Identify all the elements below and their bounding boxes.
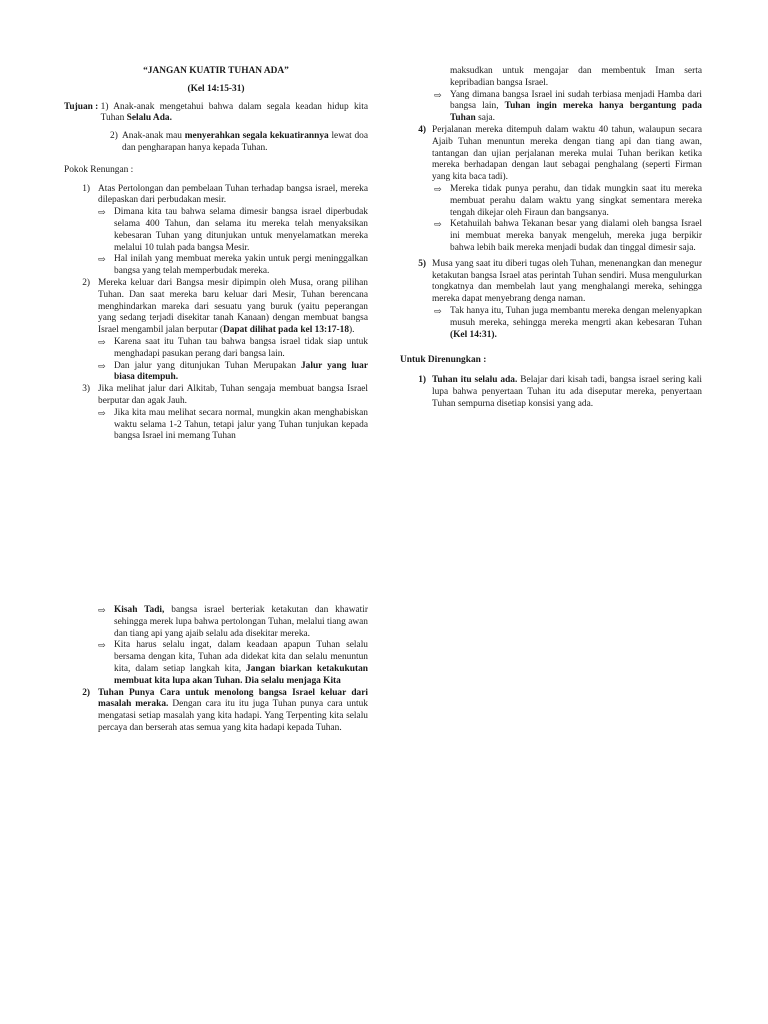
pokok-item-5-sub-1-bold: (Kel 14:31). — [450, 329, 497, 340]
tujuan-item-2-post: lewat doa dan pengharapan hanya kepada Tuhan. — [122, 131, 368, 153]
pokok-item-4-sub-1-text: Mereka tidak punya perahu, dan tidak mungkin saat itu mereka membuat perahu dalam waktu yang singkat sementara mereka tengah dikejar oleh Firaun dan bangsanya. — [450, 183, 702, 218]
tujuan-item-1 — [64, 102, 368, 126]
pokok-item-1-sub-1-text: Dimana kita tau bahwa selama dimesir bangsa israel diperbudak selama 400 Tahun, dan selama itu mereka telah menyaksikan kebesaran Tuhan yang ditunjukan untuk menyelamatkan mereka melalui 10 tulah pada bangsa Mesir. — [114, 207, 368, 253]
right-arrow-icon: ⇨ — [434, 219, 442, 230]
right-arrow-icon: ⇨ — [434, 305, 442, 316]
kisah-tadi-post: bangsa israel berteriak ketakutan dan khawatir sehingga merek lupa bahwa pertolongan Tuhan, melalui tiang awan dan tiang api yang ajaib selalu ada disekitar mereka. — [114, 605, 368, 639]
pokok-item-4-number: 4) — [418, 124, 426, 135]
pokok-item-3-sub-1 — [98, 408, 368, 443]
right-arrow-icon: ⇨ — [98, 605, 106, 615]
pokok-item-4-sub-1 — [434, 184, 702, 219]
untuk-direnungkan-heading-text: Untuk Direnungkan : — [400, 355, 487, 366]
tujuan-item-2-bold: menyerahkan segala kekuatirannya — [184, 131, 329, 142]
tujuan-item-1-pre: Anak-anak mengetahui bahwa dalam segala keadan hidup kita Tuhan — [100, 101, 369, 124]
pokok-item-2-bold: Dapat dilihat pada kel 13:17-18 — [222, 325, 350, 336]
tujuan-item-1-number: 1) — [100, 101, 109, 112]
pokok-item-2 — [64, 278, 368, 337]
pokok-item-2-sub-2-pre: Dan jalur yang ditunjukan Tuhan Merupakan — [114, 360, 301, 371]
right-arrow-icon: ⇨ — [98, 336, 106, 347]
lower-item-2-number: 2) — [82, 687, 90, 698]
pokok-item-4-sub-2 — [434, 219, 702, 254]
tujuan-item-2-text — [122, 131, 368, 155]
untuk-direnungkan-heading — [400, 355, 702, 367]
pokok-item-2-sub-2 — [98, 361, 368, 385]
continuation-sub-bold: Tuhan ingin mereka hanya bergantung pada Tuhan — [450, 101, 702, 124]
right-arrow-icon: ⇨ — [98, 640, 106, 651]
pokok-item-3-number: 3) — [82, 384, 90, 395]
left-column — [64, 66, 368, 443]
direnungkan-item-1-text — [432, 375, 702, 410]
continuation-sub-pre: Yang dimana bangsa Israel ini sudah terbiasa menjadi Hamba dari bangsa lain, — [450, 89, 702, 112]
pokok-item-2-pre: Mereka keluar dari Bangsa mesir dipimpin oleh Musa, orang pilihan Tuhan. Dan saat mereka baru keluar dari Mesir, Tuhan berencana menghindarkan mareka dari sesuatu yang buruk (yaitu peperangan yang sedang terjadi disekitar tanah Kanaan) dengan membuat bangsa Israel mengambil jalan berputar ( — [98, 277, 368, 336]
pokok-item-2-sub-2-text — [114, 361, 368, 385]
right-arrow-icon: ⇨ — [98, 254, 106, 265]
tujuan-label: Tujuan : — [64, 101, 99, 112]
pokok-item-4-sub-2-text: Ketahuilah bahwa Tekanan besar yang dialami oleh bangsa Israel ini membuat mereka banyak mengeluh, mereka juga berpikir bahwa lebih baik mereka menjadi budak dan tinggal dimesir saja. — [450, 219, 702, 253]
pokok-item-3 — [64, 384, 368, 408]
pokok-item-1-number: 1) — [82, 183, 90, 194]
kisah-tadi-bold: Kisah Tadi, — [114, 605, 165, 615]
right-column — [400, 66, 702, 411]
direnungkan-item-1 — [400, 375, 702, 410]
pokok-item-4-text: Perjalanan mereka ditempuh dalam waktu 40 tahun, walaupun secara Ajaib Tuhan menuntun mereka dengan tiang api dan tiang awan, tantangan dan ujian perjalanan mereka mulai Tuhan berikan ketika mereka berhadapan dengan laut sebagai penghalang (seperti Firman yang kita baca tadi). — [432, 124, 702, 183]
pokok-item-3-text: Jika melihat jalur dari Alkitab, Tuhan sengaja membuat bangsa Israel berputar dan agak Jauh. — [98, 384, 368, 406]
pokok-item-5-number: 5) — [418, 258, 426, 269]
pokok-item-1 — [64, 184, 368, 208]
continuation-text: maksudkan untuk mengajar dan membentuk Iman serta kepribadian bangsa Israel. — [450, 66, 702, 88]
tujuan-item-1-bold: Selalu Ada. — [126, 113, 172, 124]
pokok-item-2-text — [98, 278, 368, 337]
right-arrow-icon: ⇨ — [434, 183, 442, 194]
right-arrow-icon: ⇨ — [98, 207, 106, 218]
pokok-item-5-text: Musa yang saat itu diberi tugas oleh Tuhan, menenangkan dan menegur ketakutan bangsa Israel atas perintah Tuhan sendiri. Musa mengulurkan tongkatnya dan membelah laut yang menghalangi mereka, sehingga mereka dapat menyebrang denga naman. — [432, 258, 702, 305]
continuation-text-wrap — [434, 66, 702, 90]
selalu-ingat-bold: Jangan biarkan ketakukutan membuat kita lupa akan Tuhan. Dia selalu menjaga Kita — [114, 663, 368, 686]
pokok-item-5 — [400, 259, 702, 306]
pokok-item-2-sub-1 — [98, 337, 368, 361]
kisah-tadi-text — [114, 605, 368, 640]
pokok-item-2-sub-2-bold: Jalur yang luar biasa ditempuh. — [114, 360, 368, 383]
continuation-sub-text — [450, 90, 702, 125]
pokok-item-4 — [400, 125, 702, 184]
lower-item-2-post: Dengan cara itu itu juga Tuhan punya cara untuk mengatasi setiap masalah yang kita hadapi. Yang Terpenting kita selalu percaya dan berserah atas semua yang kita hadapi kepada Tuhan. — [98, 699, 368, 733]
left-column-lower — [64, 605, 368, 735]
direnungkan-item-1-post: Belajar dari kisah tadi, bangsa israel sering kali lupa bahwa penyertaan Tuhan itu ada diseputar mereka, penyertaan Tuhan sempurna disetiap konsisi yang ada. — [432, 375, 703, 409]
selalu-ingat-text — [114, 640, 368, 687]
pokok-item-3-sub-1-text: Jika kita mau melihat secara normal, mungkin akan menghabiskan waktu selama 1-2 Tahun, tetapi jalur yang Tuhan tunjukan kepada bangsa Israel ini memang Tuhan — [114, 407, 368, 442]
tujuan-item-1-text — [101, 102, 368, 126]
right-arrow-icon: ⇨ — [98, 407, 106, 418]
kisah-tadi-item — [98, 605, 368, 640]
pokok-item-1-sub-2-text: Hal inilah yang membuat mereka yakin untuk pergi meninggalkan bangsa yang telah memperbudak mereka. — [114, 254, 368, 277]
pokok-item-1-sub-2 — [98, 254, 368, 278]
pokok-item-5-sub-1 — [434, 306, 702, 341]
continuation-sub-post: saja. — [475, 113, 495, 124]
tujuan-item-2-pre: Anak-anak mau — [122, 131, 185, 142]
pokok-item-2-number: 2) — [82, 277, 90, 288]
right-arrow-icon: ⇨ — [434, 89, 442, 100]
selalu-ingat-pre: Kita harus selalu ingat, dalam keadaan apapun Tuhan selalu bersama dengan kita, Tuhan ada didekat kita dan selalu menuntun kita, dalam setiap langkah kita, — [114, 640, 368, 674]
lower-item-2 — [64, 688, 368, 735]
selalu-ingat-item — [98, 640, 368, 687]
right-arrow-icon: ⇨ — [98, 360, 106, 371]
document-title: “JANGAN KUATIR TUHAN ADA” — [143, 66, 289, 76]
continuation-sub — [434, 90, 702, 125]
tujuan-section — [64, 102, 368, 155]
tujuan-item-2-number: 2) — [110, 131, 118, 142]
pokok-item-5-sub-1-pre: Tak hanya itu, Tuhan juga membantu mereka dengan melenyapkan musuh mereka, sehingga mereka mengrti akan kebesaran Tuhan — [450, 305, 702, 328]
lower-item-2-bold: Tuhan Punya Cara untuk menolong bangsa Israel keluar dari masalah meraka. — [98, 687, 368, 710]
pokok-item-5-sub-1-text — [450, 306, 702, 341]
pokok-item-1-sub-1 — [98, 207, 368, 254]
pokok-item-1-text: Atas Pertolongan dan pembelaan Tuhan terhadap bangsa israel, mereka dilepaskan dari perbudakan mesir. — [98, 183, 368, 206]
lower-item-2-text — [98, 688, 368, 735]
pokok-item-2-post: ). — [349, 325, 355, 336]
scripture-reference: (Kel 14:15-31) — [187, 83, 245, 94]
pokok-item-2-sub-1-text: Karena saat itu Tuhan tau bahwa bangsa israel tidak siap untuk menghadapi pasukan perang dari bangsa lain. — [114, 336, 368, 359]
direnungkan-item-1-bold: Tuhan itu selalu ada. — [432, 375, 518, 386]
pokok-heading: Pokok Renungan : — [64, 164, 134, 175]
tujuan-item-2 — [110, 131, 368, 155]
direnungkan-item-1-number: 1) — [418, 375, 426, 386]
